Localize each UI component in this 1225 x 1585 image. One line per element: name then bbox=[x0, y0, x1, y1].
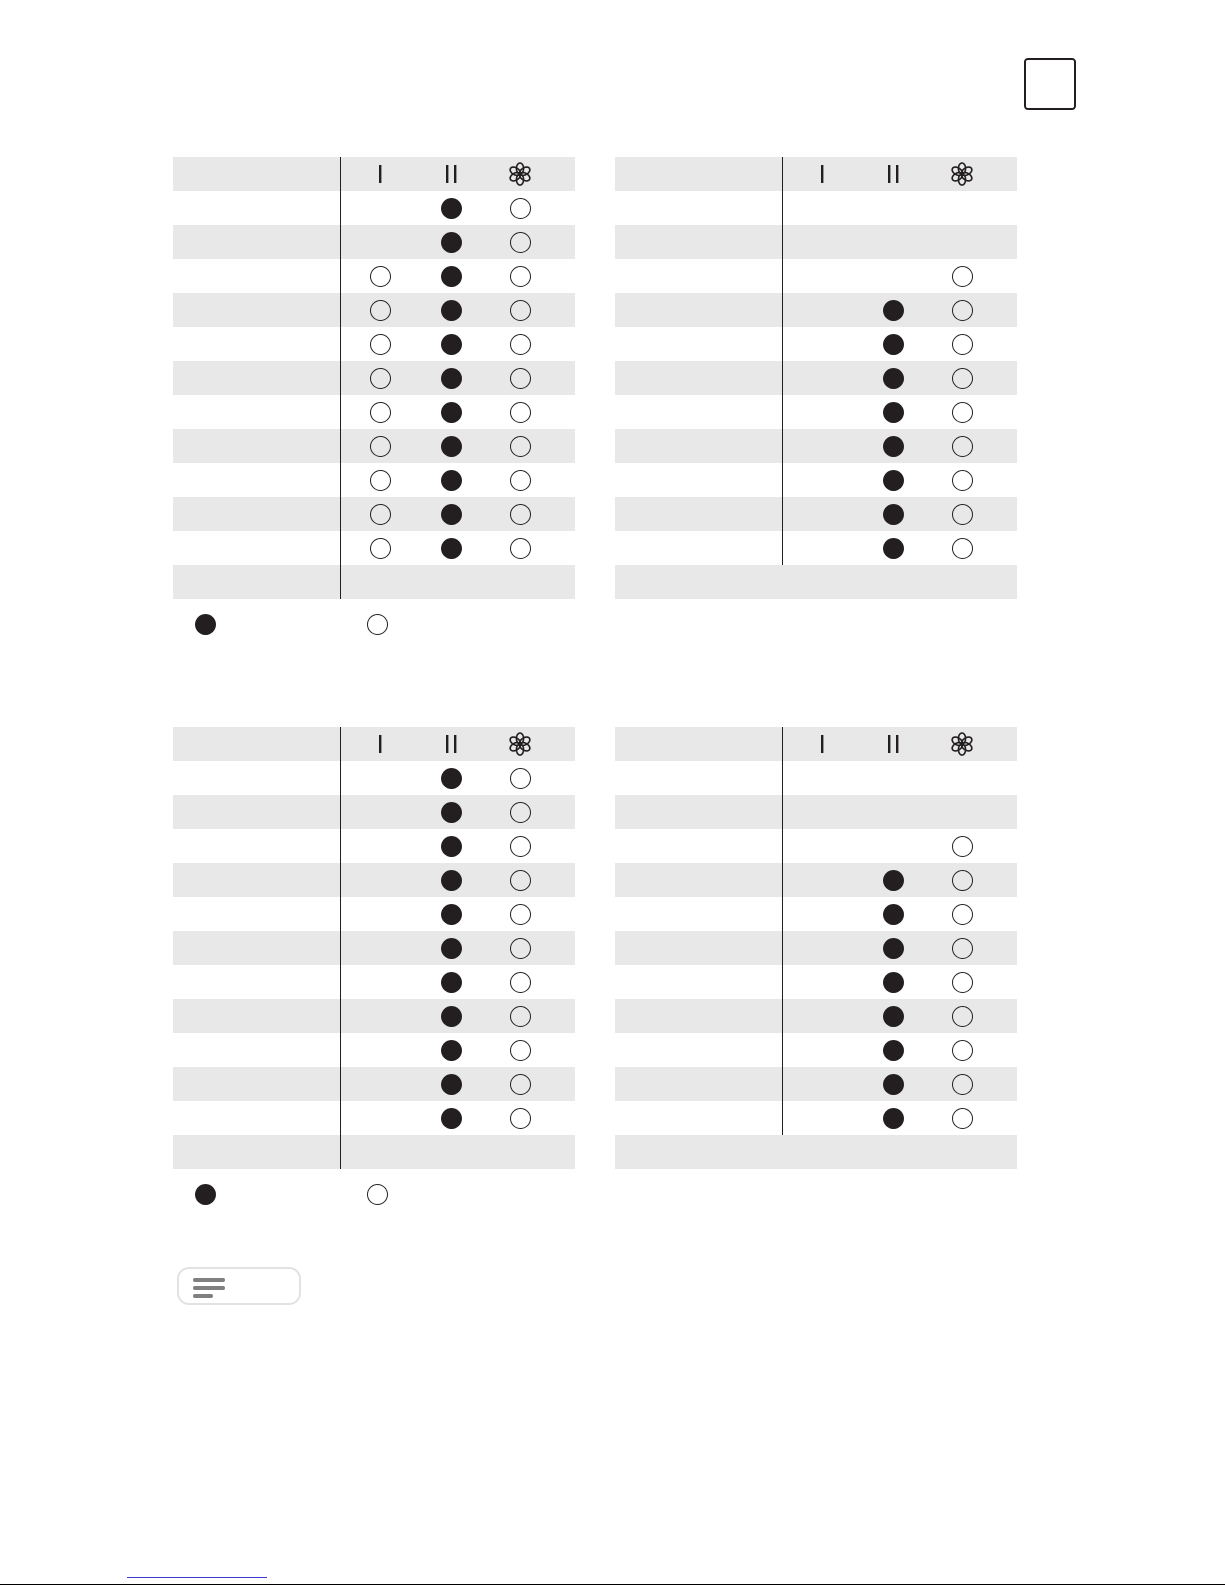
open-dot-icon bbox=[950, 1106, 974, 1130]
open-dot-icon bbox=[950, 264, 974, 288]
column-divider bbox=[340, 727, 341, 1169]
table-row bbox=[615, 931, 1017, 965]
open-dot-icon bbox=[368, 468, 392, 492]
stage-two-icon bbox=[437, 162, 465, 186]
filled-dot-icon bbox=[881, 936, 905, 960]
open-dot-icon bbox=[368, 502, 392, 526]
open-dot-icon bbox=[508, 264, 532, 288]
open-dot-icon bbox=[508, 834, 532, 858]
filled-dot-icon bbox=[881, 468, 905, 492]
filled-dot-icon bbox=[881, 1072, 905, 1096]
column-divider bbox=[782, 727, 783, 1135]
filled-dot-icon bbox=[439, 264, 463, 288]
table-footer-row bbox=[615, 565, 1017, 599]
table-row bbox=[615, 259, 1017, 293]
filled-dot-icon bbox=[881, 1106, 905, 1130]
table-row bbox=[173, 531, 575, 565]
table-row bbox=[615, 191, 1017, 225]
table-row bbox=[615, 429, 1017, 463]
open-dot-icon bbox=[508, 366, 532, 390]
flower-symbol-icon bbox=[948, 162, 976, 186]
open-dot-icon bbox=[950, 1072, 974, 1096]
table-row bbox=[173, 463, 575, 497]
table-row bbox=[615, 1101, 1017, 1135]
flower-symbol-icon bbox=[948, 732, 976, 756]
filled-dot-icon bbox=[881, 332, 905, 356]
table-header-row bbox=[173, 727, 575, 761]
filled-dot-icon bbox=[439, 468, 463, 492]
filled-dot-icon bbox=[881, 366, 905, 390]
open-dot-icon bbox=[368, 264, 392, 288]
table-row bbox=[615, 829, 1017, 863]
filled-dot-icon bbox=[439, 434, 463, 458]
table-row bbox=[173, 999, 575, 1033]
filled-dot-icon bbox=[439, 800, 463, 824]
table-row bbox=[173, 931, 575, 965]
table-row bbox=[615, 1033, 1017, 1067]
open-dot-icon bbox=[508, 800, 532, 824]
filled-dot-icon bbox=[881, 868, 905, 892]
table-row bbox=[173, 327, 575, 361]
open-dot-icon bbox=[950, 834, 974, 858]
table-row bbox=[173, 497, 575, 531]
page-number-box bbox=[1024, 58, 1076, 110]
table-row bbox=[173, 795, 575, 829]
table-footer-row bbox=[173, 565, 575, 599]
open-dot-icon bbox=[368, 332, 392, 356]
filled-dot-icon bbox=[881, 502, 905, 526]
open-dot-icon bbox=[950, 902, 974, 926]
open-dot-icon bbox=[508, 502, 532, 526]
filled-dot-icon bbox=[439, 1072, 463, 1096]
table-row bbox=[615, 395, 1017, 429]
open-dot-icon bbox=[508, 868, 532, 892]
filled-dot-icon bbox=[881, 1038, 905, 1062]
open-dot-icon bbox=[368, 298, 392, 322]
open-dot-icon bbox=[950, 868, 974, 892]
filled-dot-icon bbox=[881, 298, 905, 322]
table-row bbox=[615, 897, 1017, 931]
filled-dot-icon bbox=[439, 400, 463, 424]
filled-dot-icon bbox=[881, 902, 905, 926]
open-dot-icon bbox=[950, 468, 974, 492]
open-dot-icon bbox=[508, 434, 532, 458]
stage-one-icon bbox=[808, 162, 836, 186]
open-dot-icon bbox=[508, 936, 532, 960]
table-row bbox=[615, 999, 1017, 1033]
open-dot-icon bbox=[508, 230, 532, 254]
table-row bbox=[173, 225, 575, 259]
open-dot-icon bbox=[508, 766, 532, 790]
table-row bbox=[615, 863, 1017, 897]
open-dot-icon bbox=[508, 536, 532, 560]
open-dot-icon bbox=[950, 434, 974, 458]
open-dot-icon bbox=[950, 1038, 974, 1062]
settings-table-top-left bbox=[173, 157, 575, 599]
open-dot-icon bbox=[508, 298, 532, 322]
table-row bbox=[615, 361, 1017, 395]
stage-one-icon bbox=[366, 732, 394, 756]
table-row bbox=[173, 829, 575, 863]
open-dot-icon bbox=[950, 536, 974, 560]
stage-two-icon bbox=[437, 732, 465, 756]
stage-two-icon bbox=[879, 162, 907, 186]
filled-dot-icon bbox=[439, 1004, 463, 1028]
open-dot-icon bbox=[508, 1038, 532, 1062]
flower-symbol-icon bbox=[506, 162, 534, 186]
table-row bbox=[615, 761, 1017, 795]
filled-dot-icon bbox=[881, 1004, 905, 1028]
filled-dot-icon bbox=[439, 936, 463, 960]
table-row bbox=[615, 795, 1017, 829]
filled-dot-icon bbox=[881, 536, 905, 560]
table-row bbox=[615, 965, 1017, 999]
column-divider bbox=[782, 157, 783, 565]
table-row bbox=[173, 191, 575, 225]
table-row bbox=[615, 531, 1017, 565]
open-dot-icon bbox=[950, 936, 974, 960]
table-footer-row bbox=[615, 1135, 1017, 1169]
open-dot-icon bbox=[368, 366, 392, 390]
open-dot-icon bbox=[508, 468, 532, 492]
flower-symbol-icon bbox=[506, 732, 534, 756]
table-row bbox=[615, 497, 1017, 531]
stage-one-icon bbox=[366, 162, 394, 186]
filled-dot-icon bbox=[439, 970, 463, 994]
filled-dot-icon bbox=[439, 230, 463, 254]
table-row bbox=[173, 863, 575, 897]
table-row bbox=[615, 293, 1017, 327]
text-lines-icon bbox=[177, 1267, 301, 1305]
filled-dot-icon bbox=[439, 366, 463, 390]
settings-table-bottom-right bbox=[615, 727, 1017, 1169]
open-dot-icon bbox=[950, 298, 974, 322]
filled-dot-icon bbox=[881, 400, 905, 424]
open-dot-icon bbox=[367, 1184, 388, 1205]
open-dot-icon bbox=[508, 970, 532, 994]
table-row bbox=[615, 327, 1017, 361]
open-dot-icon bbox=[950, 366, 974, 390]
table-header-row bbox=[615, 157, 1017, 191]
open-dot-icon bbox=[508, 1106, 532, 1130]
footer-link-underline bbox=[127, 1577, 267, 1578]
stage-two-icon bbox=[879, 732, 907, 756]
open-dot-icon bbox=[368, 434, 392, 458]
table-row bbox=[173, 259, 575, 293]
table-row bbox=[173, 761, 575, 795]
table-row bbox=[173, 897, 575, 931]
filled-dot-icon bbox=[439, 766, 463, 790]
table-header-row bbox=[615, 727, 1017, 761]
table-header-row bbox=[173, 157, 575, 191]
table-row bbox=[173, 395, 575, 429]
table-row bbox=[173, 429, 575, 463]
filled-dot-icon bbox=[439, 902, 463, 926]
filled-dot-icon bbox=[195, 1184, 216, 1205]
open-dot-icon bbox=[508, 400, 532, 424]
filled-dot-icon bbox=[439, 1038, 463, 1062]
filled-dot-icon bbox=[439, 536, 463, 560]
open-dot-icon bbox=[367, 614, 388, 635]
filled-dot-icon bbox=[439, 196, 463, 220]
filled-dot-icon bbox=[439, 502, 463, 526]
table-row bbox=[173, 1067, 575, 1101]
filled-dot-icon bbox=[881, 434, 905, 458]
table-row bbox=[173, 965, 575, 999]
open-dot-icon bbox=[508, 1004, 532, 1028]
filled-dot-icon bbox=[881, 970, 905, 994]
open-dot-icon bbox=[368, 536, 392, 560]
open-dot-icon bbox=[508, 196, 532, 220]
table-row bbox=[615, 1067, 1017, 1101]
open-dot-icon bbox=[508, 902, 532, 926]
filled-dot-icon bbox=[195, 614, 216, 635]
open-dot-icon bbox=[950, 970, 974, 994]
table-row bbox=[173, 1101, 575, 1135]
table-row bbox=[173, 361, 575, 395]
settings-table-top-right bbox=[615, 157, 1017, 599]
table-row bbox=[615, 463, 1017, 497]
table-row bbox=[173, 293, 575, 327]
open-dot-icon bbox=[950, 1004, 974, 1028]
filled-dot-icon bbox=[439, 868, 463, 892]
open-dot-icon bbox=[950, 400, 974, 424]
open-dot-icon bbox=[508, 332, 532, 356]
table-footer-row bbox=[173, 1135, 575, 1169]
open-dot-icon bbox=[368, 400, 392, 424]
filled-dot-icon bbox=[439, 834, 463, 858]
filled-dot-icon bbox=[439, 332, 463, 356]
filled-dot-icon bbox=[439, 298, 463, 322]
settings-table-bottom-left bbox=[173, 727, 575, 1169]
table-row bbox=[615, 225, 1017, 259]
stage-one-icon bbox=[808, 732, 836, 756]
filled-dot-icon bbox=[439, 1106, 463, 1130]
column-divider bbox=[340, 157, 341, 599]
open-dot-icon bbox=[950, 332, 974, 356]
open-dot-icon bbox=[950, 502, 974, 526]
table-row bbox=[173, 1033, 575, 1067]
open-dot-icon bbox=[508, 1072, 532, 1096]
